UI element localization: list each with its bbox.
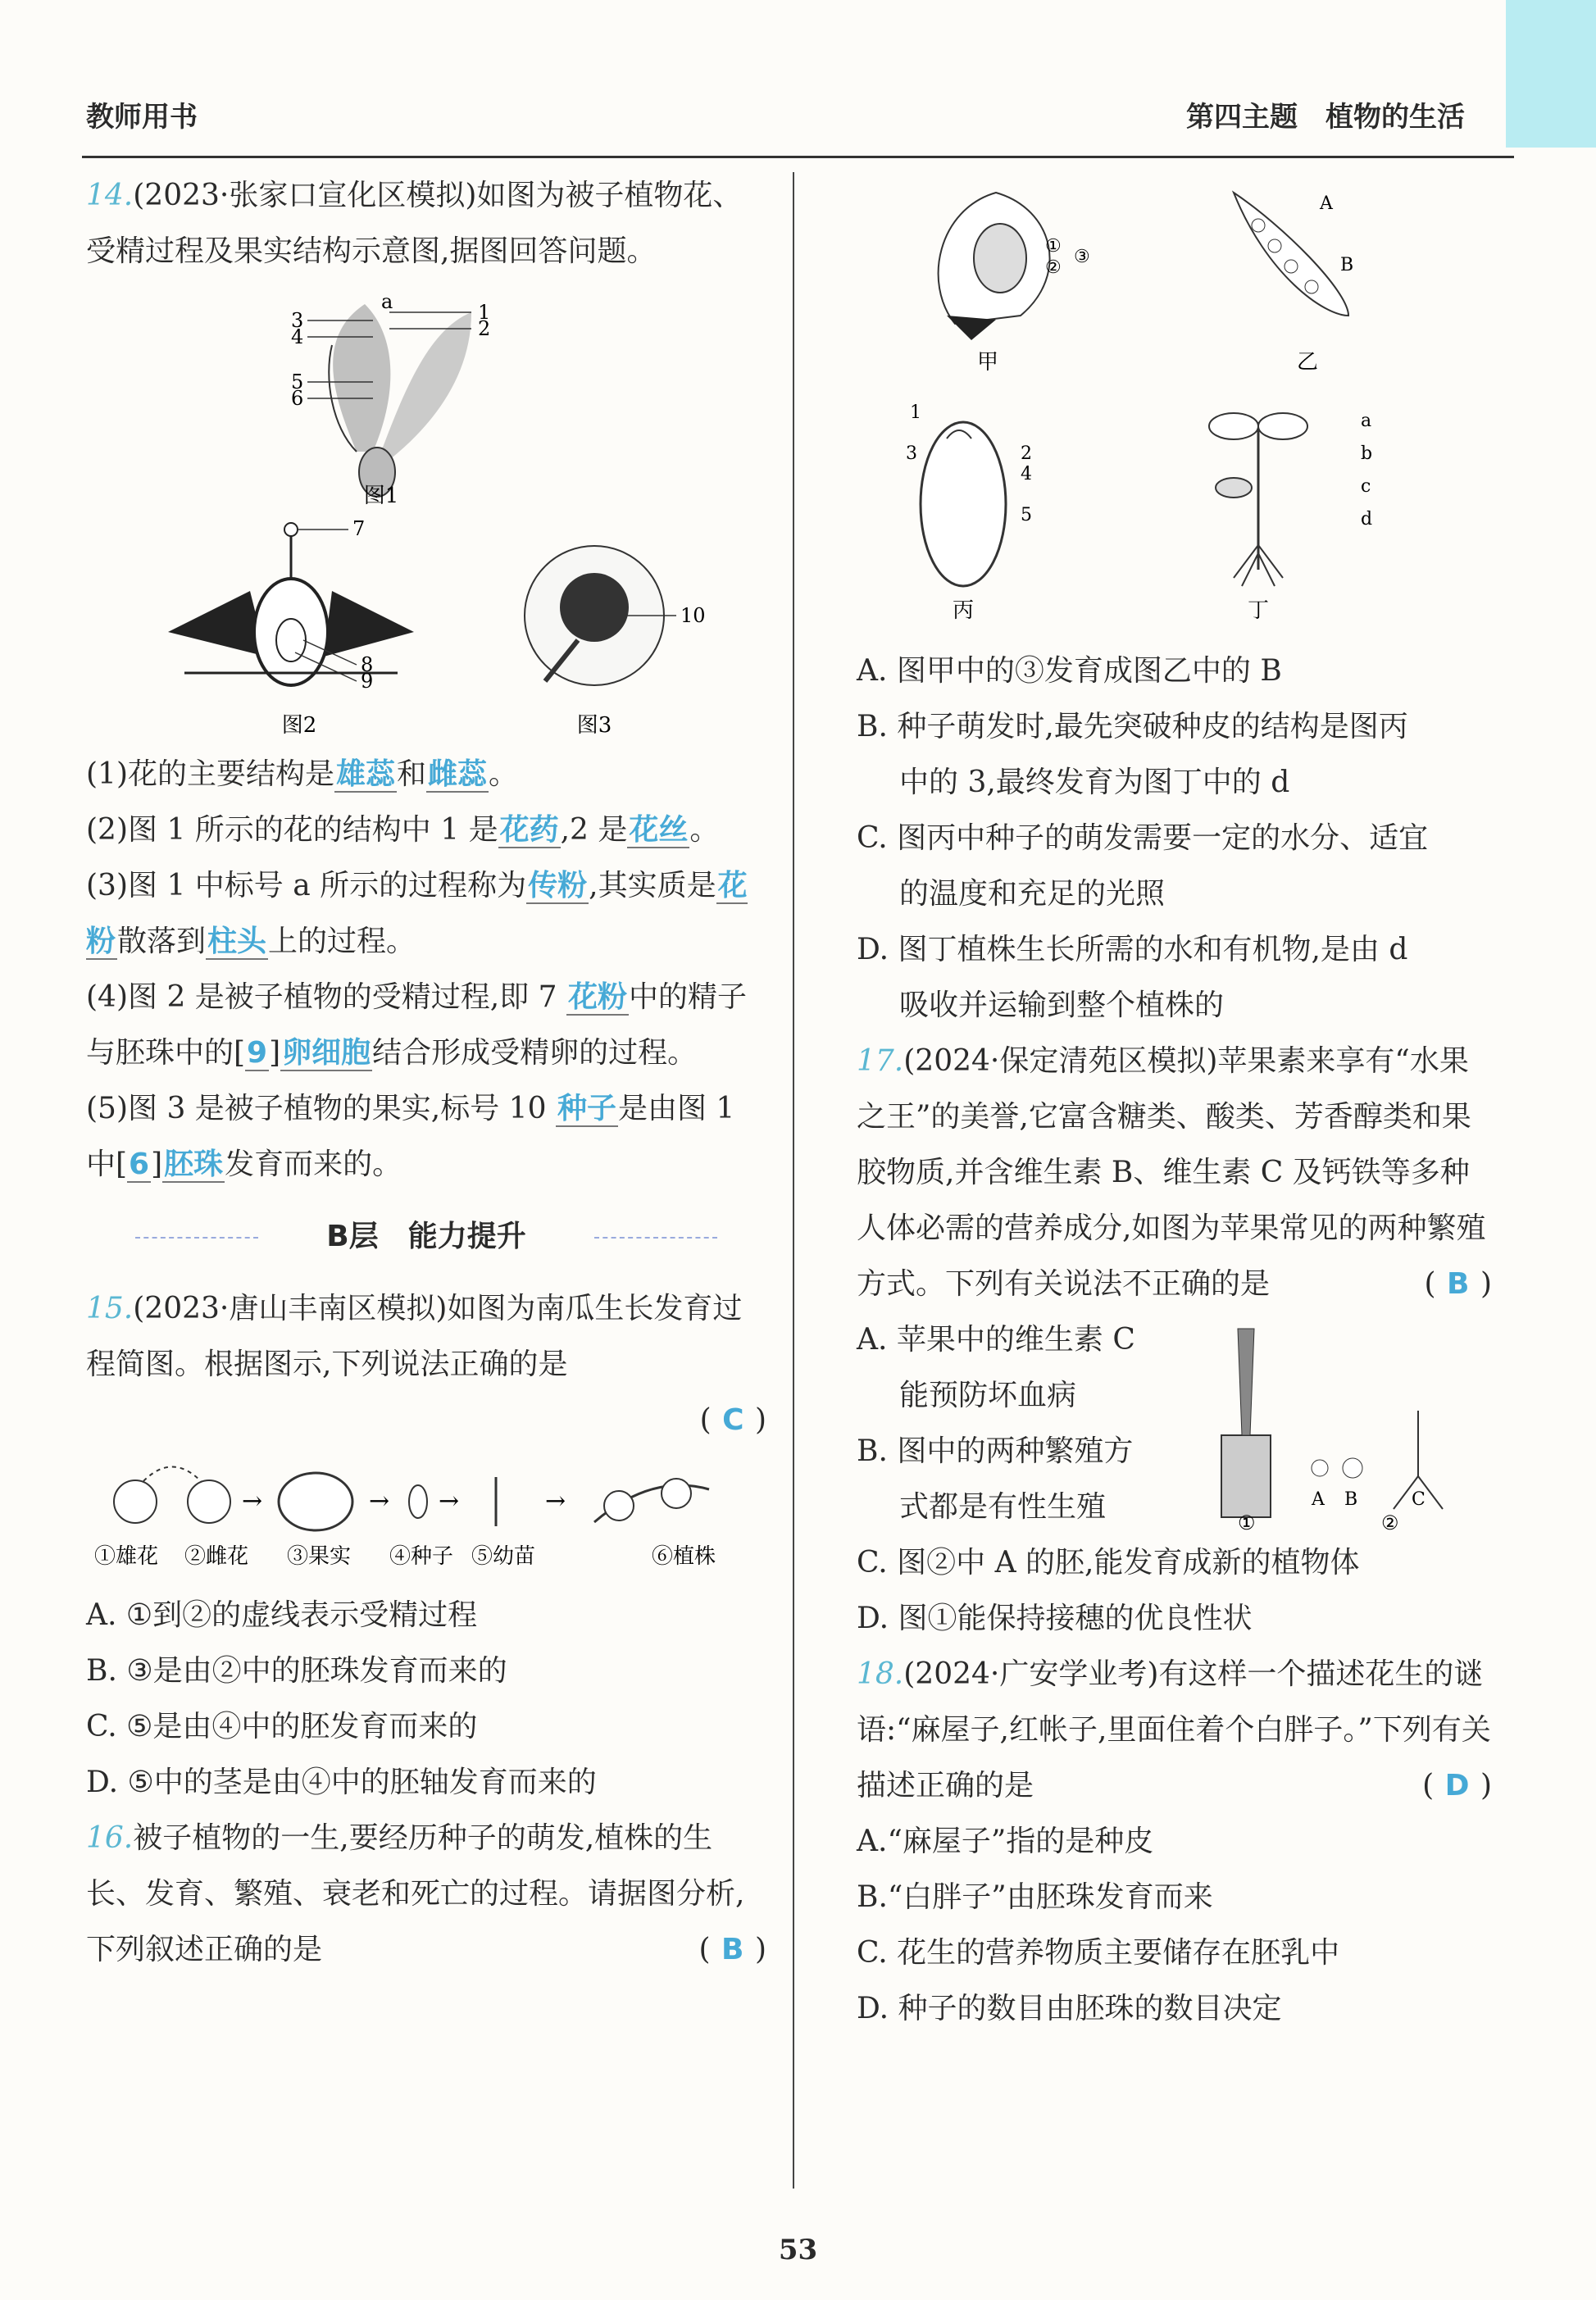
svg-text:→: → [369, 1487, 390, 1516]
q17-option-a1: A. 苹果中的维生素 C [857, 1323, 1135, 1357]
fig3-label-10: 10 [680, 604, 706, 627]
q16-option-a: A. 图甲中的③发育成图乙中的 B [857, 654, 1282, 688]
fig1-label-4: 4 [291, 325, 304, 348]
left-column [86, 168, 766, 1978]
section-b-title: B层 能力提升 [86, 1209, 766, 1265]
fig2-label-7: 7 [352, 517, 366, 540]
q16-option-b2: 中的 3,最终发育为图丁中的 d [899, 766, 1290, 799]
header-right: 第四主题 植物的生活 [1186, 101, 1465, 134]
q14-stem: 14.(2023·张家口宣化区模拟)如图为被子植物花、受精过程及果实结构示意图,据图回答问题。 [86, 179, 743, 268]
fig2-label-8: 8 [361, 653, 374, 676]
corner-tab [1506, 0, 1596, 148]
q17-option-d: D. 图①能保持接穗的优良性状 [857, 1602, 1253, 1635]
q15-option-d: D. ⑤中的茎是由④中的胚轴发育而来的 [86, 1766, 597, 1799]
q18-stem: 18.(2024·广安学业考)有这样一个描述花生的谜语:“麻屋子,红帐子,里面住着个白胖子。”下列有关描述正确的是 ( D ) [857, 1657, 1492, 1802]
q18-option-d: D. 种子的数目由胚珠的数目决定 [857, 1992, 1282, 2025]
bing-label-2: 2 [1021, 443, 1032, 464]
q15-stem: 15.(2023·唐山丰南区模拟)如图为南瓜生长发育过程简图。根据图示,下列说法正确的是 [86, 1292, 743, 1381]
q17-option-c: C. 图②中 A 的胚,能发育成新的植物体 [857, 1546, 1360, 1580]
q15-label-2: ②雌花 [184, 1544, 249, 1569]
page-number: 53 [778, 2234, 818, 2266]
q17-answer: B [1447, 1267, 1470, 1301]
q16-stem: 16.被子植物的一生,要经历种子的萌发,植株的生长、发育、繁殖、衰老和死亡的过程。请据图分析,下列叙述正确的是 ( B ) [86, 1821, 766, 1966]
q17-option-b1: B. 图中的两种繁殖方 [857, 1434, 1134, 1468]
q17-label-1: ① [1238, 1511, 1256, 1534]
column-divider [793, 172, 794, 2189]
q17-options-block [857, 1312, 1492, 1535]
q16-option-c1: C. 图丙中种子的萌发需要一定的水分、适宜 [857, 821, 1429, 855]
header-rule [82, 156, 1514, 158]
q18-option-a: A.“麻屋子”指的是种皮 [857, 1825, 1154, 1858]
q16-answer: B [721, 1933, 744, 1966]
ding-label-d: d [1361, 509, 1373, 530]
q15-label-1: ①雄花 [94, 1544, 159, 1569]
figure-1 [86, 288, 766, 509]
q15-figure [86, 1457, 766, 1580]
jia-label-2: ② [1045, 257, 1062, 278]
fig3-caption: 图3 [576, 713, 612, 738]
q16-option-d1: D. 图丁植株生长所需的水和有机物,是由 d [857, 933, 1408, 966]
svg-text:→: → [242, 1487, 263, 1516]
yi-label-b: B [1340, 255, 1354, 275]
bing-label-1: 1 [910, 402, 921, 423]
q18-option-b: B.“白胖子”由胚珠发育而来 [857, 1880, 1213, 1914]
q17-stem: 17.(2024·保定清苑区模拟)苹果素来享有“水果之王”的美誉,它富含糖类、酸类、芳香醇类和果胶物质,并含维生素 B、维生素 C 及钙铁等多种人体必需的营养成分,如图为苹果常见的两种繁殖方式。下列有关说法不正确的是 ( B ) [857, 1044, 1492, 1301]
bing-label-5: 5 [1021, 505, 1032, 525]
fig1-label-a: a [381, 290, 393, 313]
caption-bing: 丙 [952, 598, 975, 623]
q15-option-a: A. ①到②的虚线表示受精过程 [86, 1598, 478, 1632]
caption-yi: 乙 [1296, 350, 1319, 375]
ding-label-a: a [1361, 411, 1372, 431]
q15-label-4: ④种子 [389, 1544, 454, 1569]
jia-label-3: ③ [1074, 247, 1090, 267]
q16-option-b1: B. 种子萌发时,最先突破种皮的结构是图丙 [857, 710, 1408, 743]
q17-option-b2: 式都是有性生殖 [899, 1490, 1107, 1524]
caption-jia: 甲 [976, 350, 999, 375]
q14-sub1: (1)花的主要结构是雄蕊和雌蕊。 [86, 757, 519, 791]
q17-label-b: B [1344, 1489, 1358, 1510]
q17-label-2: ② [1381, 1511, 1399, 1534]
fig1-label-5: 5 [291, 370, 304, 393]
q14-sub2: (2)图 1 所示的花的结构中 1 是花药,2 是花丝。 [86, 813, 720, 847]
svg-text:→: → [545, 1487, 566, 1516]
q14-sub3: (3)图 1 中标号 a 所示的过程称为传粉,其实质是花粉散落到柱头上的过程。 [86, 869, 748, 958]
q15-label-3: ③果实 [287, 1544, 352, 1569]
q15-label-5: ⑤幼苗 [471, 1544, 536, 1569]
fig1-caption: 图1 [363, 484, 399, 508]
fig1-label-3: 3 [291, 309, 304, 332]
jia-label-1: ① [1045, 236, 1062, 257]
fig1-label-6: 6 [291, 387, 304, 410]
ding-label-b: b [1361, 443, 1373, 464]
fig2-label-9: 9 [361, 670, 374, 693]
bing-label-4: 4 [1021, 464, 1032, 484]
q18-option-c: C. 花生的营养物质主要储存在胚乳中 [857, 1936, 1340, 1970]
q16-option-d2: 吸收并运输到整个植株的 [899, 989, 1225, 1022]
ding-label-c: c [1361, 476, 1371, 497]
q15-label-6: ⑥植株 [652, 1544, 716, 1569]
q18-answer: D [1444, 1769, 1470, 1802]
q17-option-a2: 能预防坏血病 [899, 1379, 1077, 1412]
fig2-caption: 图2 [281, 713, 317, 738]
fig1-label-2: 2 [478, 317, 491, 340]
bing-label-3: 3 [906, 443, 917, 464]
caption-ding: 丁 [1247, 598, 1270, 623]
q17-label-c: C [1412, 1489, 1425, 1510]
header-left: 教师用书 [86, 101, 198, 134]
q17-label-a: A [1312, 1489, 1325, 1510]
q16-option-c2: 的温度和充足的光照 [899, 877, 1166, 911]
q15-option-b: B. ③是由②中的胚珠发育而来的 [86, 1654, 507, 1688]
right-column [857, 168, 1492, 2037]
q14-sub4: (4)图 2 是被子植物的受精过程,即 7 花粉中的精子与胚珠中的[9]卵细胞结合形成受精卵的过程。 [86, 980, 748, 1070]
q16-figure [857, 176, 1492, 635]
svg-text:→: → [439, 1487, 460, 1516]
q17-figure [1189, 1312, 1492, 1534]
figure-2-3 [86, 517, 766, 739]
yi-label-a: A [1320, 193, 1333, 214]
fig1-label-1: 1 [478, 301, 491, 324]
q15-answer: ( C ) [699, 1403, 766, 1437]
q15-option-c: C. ⑤是由④中的胚发育而来的 [86, 1710, 478, 1743]
q14-sub5: (5)图 3 是被子植物的果实,标号 10 种子是由图 1 中[6]胚珠发育而来的。 [86, 1092, 735, 1181]
